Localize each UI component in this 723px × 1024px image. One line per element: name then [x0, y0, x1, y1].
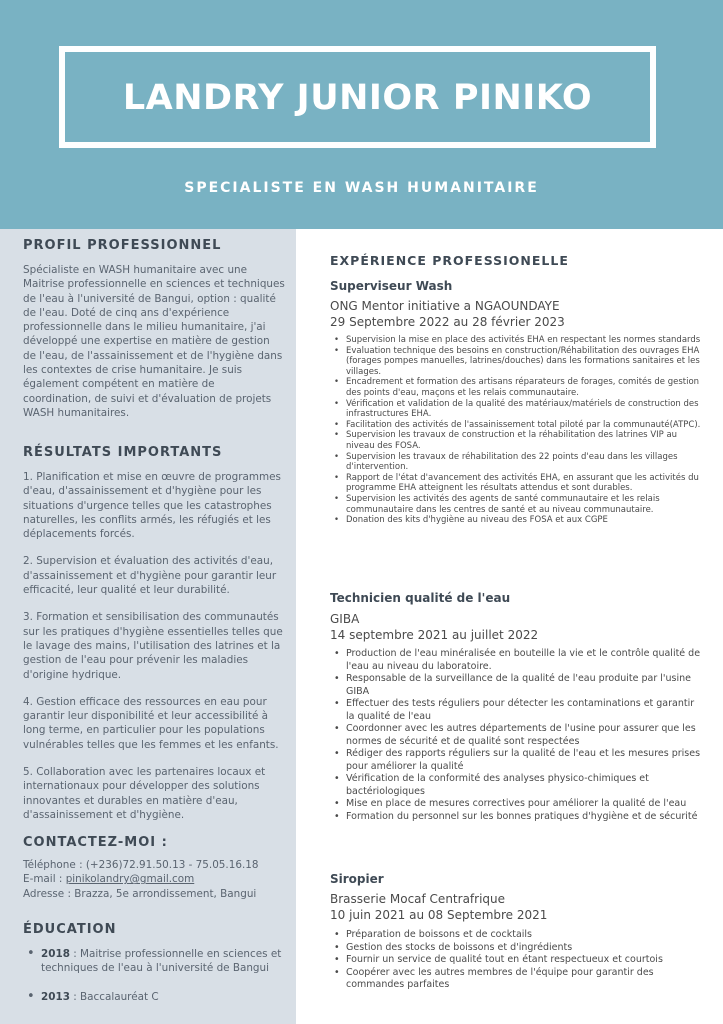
education-title: ÉDUCATION [23, 922, 117, 937]
result-item: 3. Formation et sensibilisation des communautés sur les pratiques d'hygiène essentielles telles que le lavage des mains, l'utilisation des latrines et la gestion de l'eau pour prévenir les maladies d'origine hydrique. [23, 611, 283, 681]
job-bullet: • Coopérer avec les autres membres de l'équipe pour garantir des commandes parfaites [330, 967, 705, 992]
job-bullet: • Supervision les travaux de réhabilitation des 22 points d'eau dans les villages d'intervention. [330, 452, 705, 473]
job-bullet: • Gestion des stocks de boissons et d'ingrédients [330, 942, 705, 955]
contact-block [23, 858, 258, 901]
profile-title: PROFIL PROFESSIONNEL [23, 238, 222, 253]
job-bullet: • Responsable de la surveillance de la qualité de l'eau produite par l'usine GIBA [330, 673, 705, 698]
experience-title: EXPÉRIENCE PROFESSIONELLE [330, 253, 569, 268]
education-item [23, 990, 285, 1004]
job-bullet: • Production de l'eau minéralisée en bouteille la vie et le contrôle qualité de l'eau au niveau du laboratoire. [330, 648, 705, 673]
contact-title: CONTACTEZ-MOI : [23, 835, 168, 850]
contact-email-line [23, 872, 258, 886]
education-year: 2018 [41, 948, 70, 960]
job-bullets [330, 335, 705, 526]
job-bullet: • Vérification et validation de la qualité des matériaux/matériels de construction des infrastructures EHA. [330, 399, 705, 420]
job-bullet: • Facilitation des activités de l'assainissement total piloté par la communauté(ATPC). [330, 420, 705, 431]
job-bullet: • Supervision les travaux de construction et la réhabilitation des latrines VIP au niveau des FOSA. [330, 430, 705, 451]
job-bullets [330, 648, 705, 823]
education-desc: : Baccalauréat C [69, 990, 159, 1003]
job-title: Technicien qualité de l'eau [330, 591, 511, 605]
job-dates: 29 Septembre 2022 au 28 février 2023 [330, 315, 565, 329]
job-bullet: • Vérification de la conformité des analyses physico-chimiques et bactériologiques [330, 773, 705, 798]
job-dates: 14 septembre 2021 au juillet 2022 [330, 628, 539, 642]
education-year: 2013 [41, 990, 70, 1003]
job-organization: ONG Mentor initiative a NGAOUNDAYE [330, 299, 560, 313]
education-item [23, 947, 285, 976]
job-organization: GIBA [330, 612, 360, 626]
job-bullets [330, 929, 705, 992]
job-bullet: • Effectuer des tests réguliers pour détecter les contaminations et garantir la qualité de l'eau [330, 698, 705, 723]
job-bullet: • Rapport de l'état d'avancement des activités EHA, en assurant que les activités du programme EHA atteignent les résultats attendus et sont durables. [330, 473, 705, 494]
job-bullet: • Fournir un service de qualité tout en étant respectueux et courtois [330, 954, 705, 967]
job-bullet: • Evaluation technique des besoins en construction/Réhabilitation des ouvrages EHA (forages pompes manuelles, latrines/douches) dans les formations sanitaires et les villages. [330, 346, 705, 378]
job-bullet: • Encadrement et formation des artisans réparateurs de forages, comités de gestion des points d'eau, maçons et les relais communautaire. [330, 377, 705, 398]
email-label: E-mail : [23, 873, 66, 886]
email-link[interactable]: pinikolandry@gmail.com [65, 873, 195, 886]
result-item: 4. Gestion efficace des ressources en eau pour garantir leur disponibilité et leur accessibilité à long terme, en particulier pour les populations vulnérables telles que les femmes et les enfants. [23, 695, 279, 751]
job-bullet: • Mise en place de mesures correctives pour améliorer la qualité de l'eau [330, 798, 705, 811]
job-organization: Brasserie Mocaf Centrafrique [330, 892, 506, 906]
job-bullet: • Rédiger des rapports réguliers sur la qualité de l'eau et les mesures prises pour améliorer la qualité [330, 748, 705, 773]
results-list [23, 470, 285, 835]
job-title: Siropier [330, 872, 384, 886]
result-item: 1. Planification et mise en œuvre de programmes d'eau, d'assainissement et d'hygiène pour les situations d'urgence telles que les catastrophes naturelles, les conflits armés, les réfugiés et les déplacements forcés. [23, 471, 281, 541]
contact-address: Adresse : Brazza, 5e arrondissement, Bangui [23, 887, 257, 900]
job-bullet: • Coordonner avec les autres départements de l'usine pour assurer que les normes de sécurité et de qualité sont respectées [330, 723, 705, 748]
job-subtitle: SPECIALISTE EN WASH HUMANITAIRE [184, 180, 539, 196]
job-bullet: • Formation du personnel sur les bonnes pratiques d'hygiène et de sécurité [330, 811, 705, 824]
job-bullet: • Donation des kits d'hygiène au niveau des FOSA et aux CGPE [330, 515, 705, 526]
profile-text: Spécialiste en WASH humanitaire avec une Maitrise professionnelle en sciences et techniques de l'eau à l'université de Bangui, option : qualité de l'eau. Doté de cinq ans d'expérience professionnelle dans le milieu humanitaire, j'ai développé une expertise en matière de gestion de l'eau, de l'assainissement et de l'hygiène dans les contextes de crise humanitaire. Je suis également compétent en matière de coordination, de suivi et d'évaluation de projets WASH humanitaires. [23, 264, 285, 419]
job-bullet: • Préparation de boissons et de cocktails [330, 929, 705, 942]
name-frame [59, 46, 656, 148]
education-list [23, 947, 285, 1018]
header-banner [0, 0, 723, 229]
job-bullet: • Supervision les activités des agents de santé communautaire et les relais communautaire dans les centres de santé et au niveau communautaire. [330, 494, 705, 515]
job-bullet: • Supervision la mise en place des activités EHA en respectant les normes standards [330, 335, 705, 346]
education-desc: : Maitrise professionnelle en sciences et techniques de l'eau à l'université de Bangui [41, 948, 282, 975]
job-title: Superviseur Wash [330, 279, 453, 293]
results-title: RÉSULTATS IMPORTANTS [23, 445, 223, 460]
candidate-name: LANDRY JUNIOR PINIKO [122, 78, 593, 118]
contact-phone: Téléphone : (+236)72.91.50.13 - 75.05.16.18 [23, 859, 259, 871]
job-dates: 10 juin 2021 au 08 Septembre 2021 [330, 908, 548, 922]
result-item: 5. Collaboration avec les partenaires locaux et internationaux pour développer des solutions innovantes et durables en matière d'eau, d'assainissement et d'hygiène. [23, 766, 266, 821]
result-item: 2. Supervision et évaluation des activités d'eau, d'assainissement et d'hygiène pour garantir leur efficacité, leur qualité et leur durabilité. [23, 555, 277, 597]
